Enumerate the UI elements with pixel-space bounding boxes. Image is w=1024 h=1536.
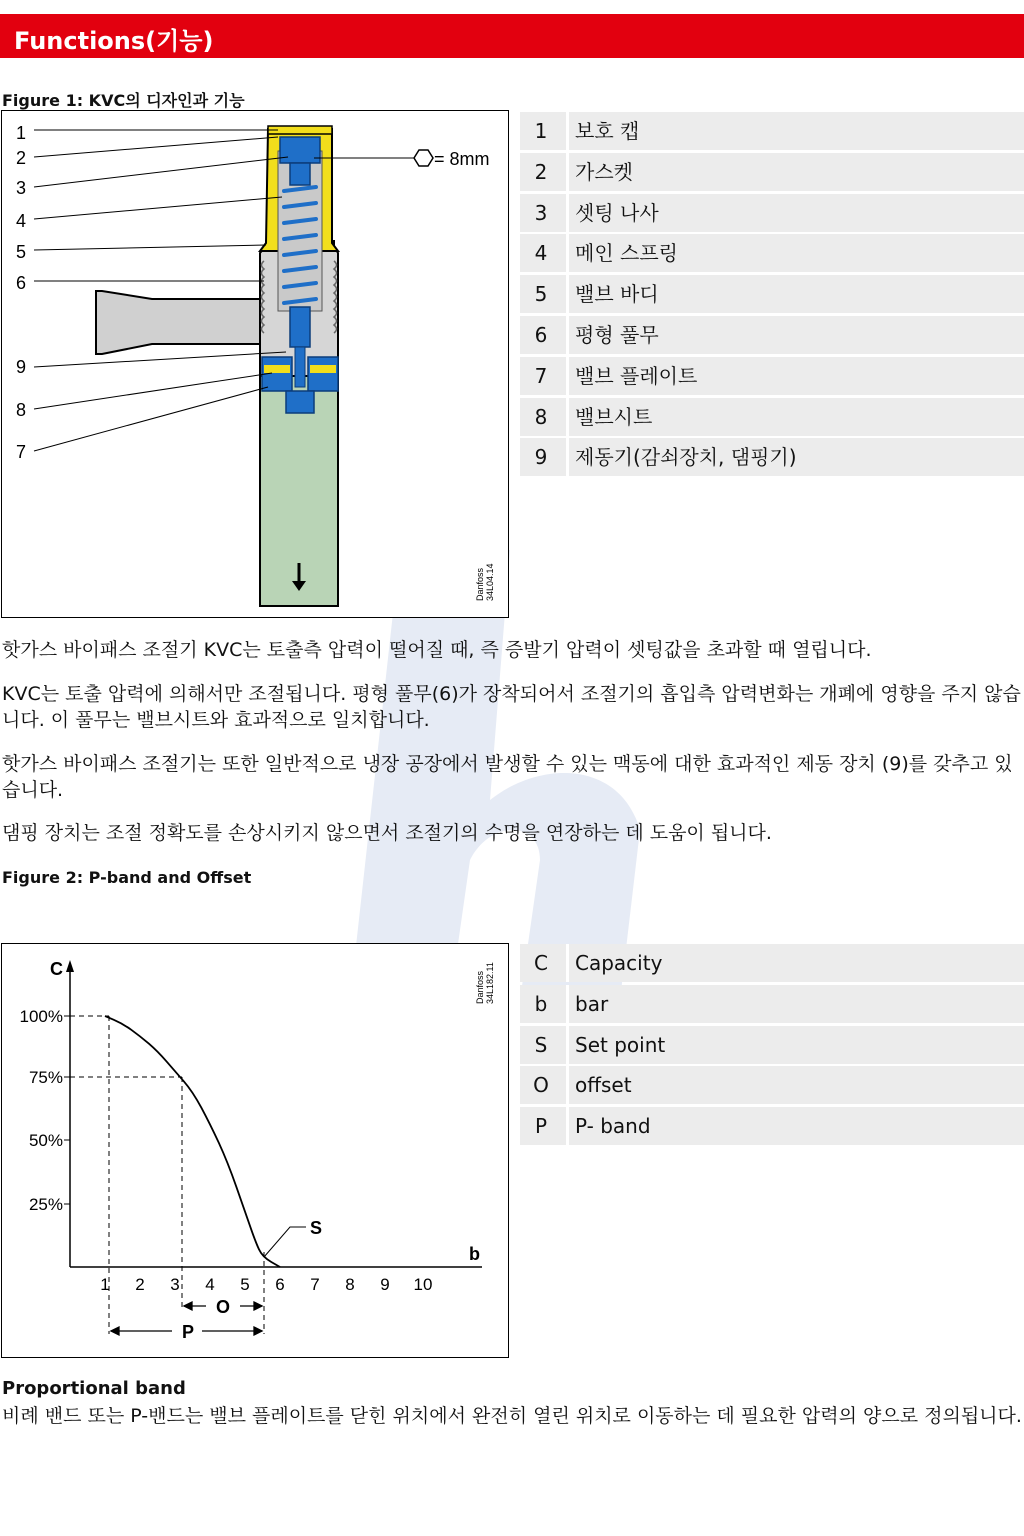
figure-2-code-number: 34L182.11: [485, 962, 495, 1004]
legend-label: 메인 스프링: [566, 234, 1024, 272]
callout-7: 7: [16, 442, 27, 462]
figure-2-legend: [520, 944, 1024, 1148]
callout-1: 1: [16, 123, 27, 143]
figure-2-code-brand: Danfoss: [475, 970, 485, 1004]
paragraph-4: 댐핑 장치는 조절 정확도를 손상시키지 않으면서 조절기의 수명을 연장하는 데 도움이 됩니다.: [2, 822, 772, 844]
legend-label: Set point: [566, 1026, 1024, 1064]
callout-5: 5: [16, 242, 27, 262]
y-tick-label: 75%: [28, 1068, 63, 1087]
legend-label: 평형 풀무: [566, 316, 1024, 354]
legend-row: [520, 438, 1024, 476]
legend-key: 5: [520, 275, 562, 313]
legend-label: offset: [566, 1066, 1024, 1104]
x-tick-label: 10: [413, 1275, 433, 1294]
legend-row: [520, 1066, 1024, 1104]
y-tick-label: 50%: [28, 1131, 63, 1150]
x-tick-label: 5: [240, 1275, 250, 1294]
capacity-curve: [105, 1016, 280, 1267]
legend-row: [520, 194, 1024, 232]
callout-2: 2: [16, 148, 27, 168]
legend-label: 보호 캡: [566, 112, 1024, 150]
figure-1-frame: [1, 110, 509, 618]
legend-key: C: [520, 944, 562, 982]
callout-4: 4: [16, 211, 27, 231]
p-band-chart: [2, 944, 508, 1357]
p-band-label: P: [181, 1322, 195, 1342]
legend-key: P: [520, 1107, 562, 1145]
valve-diagram: [2, 111, 508, 617]
legend-label: P- band: [566, 1107, 1024, 1145]
callout-6: 6: [16, 273, 27, 293]
figure-2-frame: [1, 943, 509, 1358]
x-tick-label: 6: [275, 1275, 285, 1294]
legend-key: b: [520, 985, 562, 1023]
paragraph-3: 핫가스 바이패스 조절기는 또한 일반적으로 냉장 공장에서 발생할 수 있는 맥동에 대한 효과적인 제동 장치 (9)를 갖추고 있습니다.: [2, 753, 1013, 801]
x-tick-label: 3: [170, 1275, 180, 1294]
legend-row: [520, 316, 1024, 354]
callout-8: 8: [16, 400, 27, 420]
legend-label: 제동기(감쇠장치, 댐핑기): [566, 438, 1024, 476]
x-axis-label: b: [469, 1244, 480, 1264]
figure-2-title: Figure 2: P-band and Offset: [2, 868, 252, 887]
legend-row: [520, 985, 1024, 1023]
legend-label: 밸브 바디: [566, 275, 1024, 313]
legend-label: 밸브시트: [566, 398, 1024, 436]
legend-label: 밸브 플레이트: [566, 357, 1024, 395]
legend-key: O: [520, 1066, 562, 1104]
legend-key: S: [520, 1026, 562, 1064]
legend-row: [520, 153, 1024, 191]
legend-row: [520, 275, 1024, 313]
x-tick-label: 8: [345, 1275, 355, 1294]
set-point-label: S: [310, 1218, 323, 1238]
legend-row: [520, 357, 1024, 395]
legend-label: 가스켓: [566, 153, 1024, 191]
legend-row: [520, 1026, 1024, 1064]
y-axis-label: C: [50, 959, 63, 979]
offset-label: O: [215, 1297, 231, 1317]
figure-1-code-brand: Danfoss: [475, 567, 485, 601]
x-tick-label: 4: [205, 1275, 215, 1294]
legend-key: 7: [520, 357, 562, 395]
x-tick-label: 9: [380, 1275, 390, 1294]
y-tick-label: 100%: [19, 1007, 63, 1026]
legend-key: 4: [520, 234, 562, 272]
paragraph-1: 핫가스 바이패스 조절기 KVC는 토출측 압력이 떨어질 때, 즉 증발기 압력이 셋팅값을 초과할 때 열립니다.: [2, 639, 872, 661]
callout-9: 9: [16, 357, 27, 377]
legend-row: [520, 234, 1024, 272]
legend-row: [520, 112, 1024, 150]
section-title: Functions(기능): [14, 27, 214, 55]
y-axis-arrow: [66, 960, 74, 972]
legend-key: 9: [520, 438, 562, 476]
section-header: [0, 14, 1024, 58]
hex-size-label: = 8mm: [434, 149, 490, 169]
legend-row: [520, 398, 1024, 436]
paragraph-2: KVC는 토출 압력에 의해서만 조절됩니다. 평형 풀무(6)가 장착되어서 조절기의 흡입측 압력변화는 개폐에 영향을 주지 않습니다. 이 풀무는 밸브시트와 효과적으로 일치합니다.: [2, 683, 1021, 731]
legend-key: 6: [520, 316, 562, 354]
legend-key: 8: [520, 398, 562, 436]
legend-label: bar: [566, 985, 1024, 1023]
figure-1-code-number: 34L04.14: [485, 563, 495, 601]
legend-row: [520, 1107, 1024, 1145]
legend-key: 2: [520, 153, 562, 191]
proportional-band-title: Proportional band: [2, 1378, 186, 1399]
y-tick-label: 25%: [28, 1195, 63, 1214]
x-tick-label: 1: [100, 1275, 110, 1294]
legend-label: Capacity: [566, 944, 1024, 982]
callout-3: 3: [16, 178, 27, 198]
proportional-band-text: 비례 밴드 또는 P-밴드는 밸브 플레이트를 닫힌 위치에서 완전히 열린 위치로 이동하는 데 필요한 압력의 양으로 정의됩니다.: [2, 1405, 1022, 1427]
figure-1-title: Figure 1: KVC의 디자인과 기능: [2, 91, 245, 110]
legend-label: 셋팅 나사: [566, 194, 1024, 232]
legend-row: [520, 944, 1024, 982]
figure-1-legend: [520, 112, 1024, 479]
legend-key: 1: [520, 112, 562, 150]
legend-key: 3: [520, 194, 562, 232]
x-tick-label: 7: [310, 1275, 320, 1294]
x-tick-label: 2: [135, 1275, 145, 1294]
